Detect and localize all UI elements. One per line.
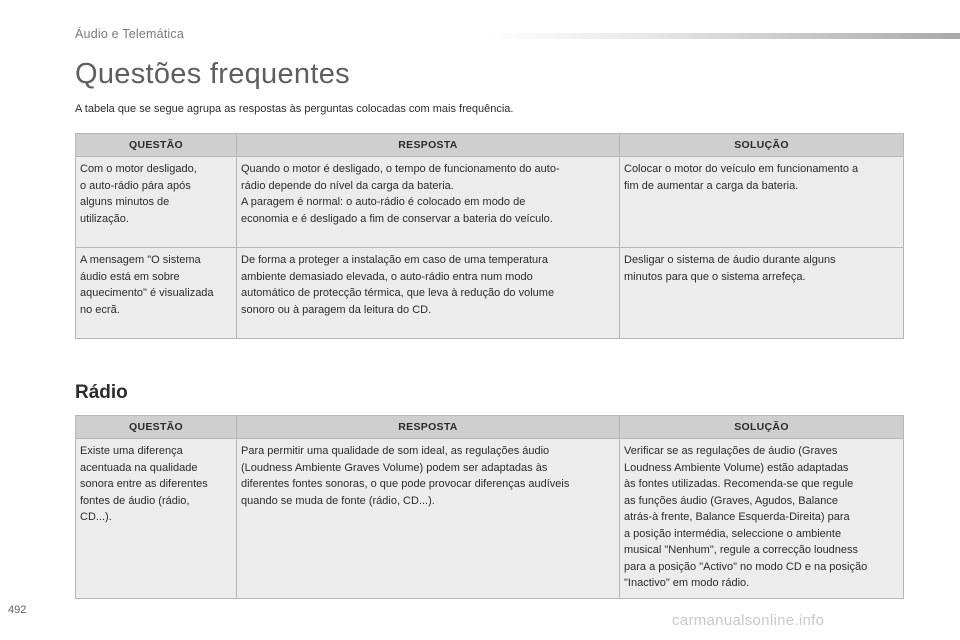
solution-cell: Colocar o motor do veículo em funcionamento a fim de aumentar a carga da bateria.: [620, 157, 904, 248]
column-header-answer: RESPOSTA: [237, 134, 620, 157]
answer-cell: De forma a proteger a instalação em caso de uma temperatura ambiente demasiado elevada, o auto-rádio entra num modo automático de protecção térmica, que leva à redução do volume sonoro ou à paragem da leitura do CD.: [237, 248, 620, 339]
faq-table-general: [75, 133, 904, 339]
page-number: 492: [8, 604, 27, 616]
column-header-answer: RESPOSTA: [237, 416, 620, 439]
column-header-solution: SOLUÇÃO: [620, 134, 904, 157]
column-header-question: QUESTÃO: [76, 134, 237, 157]
table-row: [76, 157, 904, 248]
table-header-row: [76, 416, 904, 439]
watermark-text: carmanualsonline.info: [672, 612, 825, 629]
page-title: Questões frequentes: [75, 58, 350, 90]
question-cell: Existe uma diferença acentuada na qualidade sonora entre as diferentes fontes de áudio (rádio, CD...).: [76, 439, 237, 599]
radio-section-title: Rádio: [75, 382, 128, 403]
solution-cell: Verificar se as regulações de áudio (Graves Loudness Ambiente Volume) estão adaptadas às fontes utilizadas. Recomenda-se que regule as funções áudio (Graves, Agudos, Balance atrás-à frente, Balance Esquerda-Direita) para a posição intermédia, seleccione o ambiente musical "Nenhum", regule a correcção loudness para a posição "Activo" no modo CD e na posição "Inactivo" em modo rádio.: [620, 439, 904, 599]
question-cell: A mensagem "O sistema áudio está em sobre aquecimento" é visualizada no ecrã.: [76, 248, 237, 339]
intro-text: A tabela que se segue agrupa as respostas às perguntas colocadas com mais frequência.: [75, 103, 514, 115]
table-row: [76, 248, 904, 339]
answer-cell: Quando o motor é desligado, o tempo de funcionamento do auto- rádio depende do nível da carga da bateria. A paragem é normal: o auto-rádio é colocado em modo de economia e é desligado a fim de conservar a bateria do veículo.: [237, 157, 620, 248]
table-row: [76, 439, 904, 599]
solution-cell: Desligar o sistema de áudio durante alguns minutos para que o sistema arrefeça.: [620, 248, 904, 339]
question-cell: Com o motor desligado, o auto-rádio pára após alguns minutos de utilização.: [76, 157, 237, 248]
column-header-solution: SOLUÇÃO: [620, 416, 904, 439]
header-gradient-bar: [488, 33, 960, 39]
column-header-question: QUESTÃO: [76, 416, 237, 439]
faq-table-radio: [75, 415, 904, 599]
table-header-row: [76, 134, 904, 157]
answer-cell: Para permitir uma qualidade de som ideal, as regulações áudio (Loudness Ambiente Graves Volume) podem ser adaptadas às diferentes fontes sonoras, o que pode provocar diferenças audíveis quando se muda de fonte (rádio, CD...).: [237, 439, 620, 599]
section-label: Áudio e Telemática: [75, 27, 184, 41]
